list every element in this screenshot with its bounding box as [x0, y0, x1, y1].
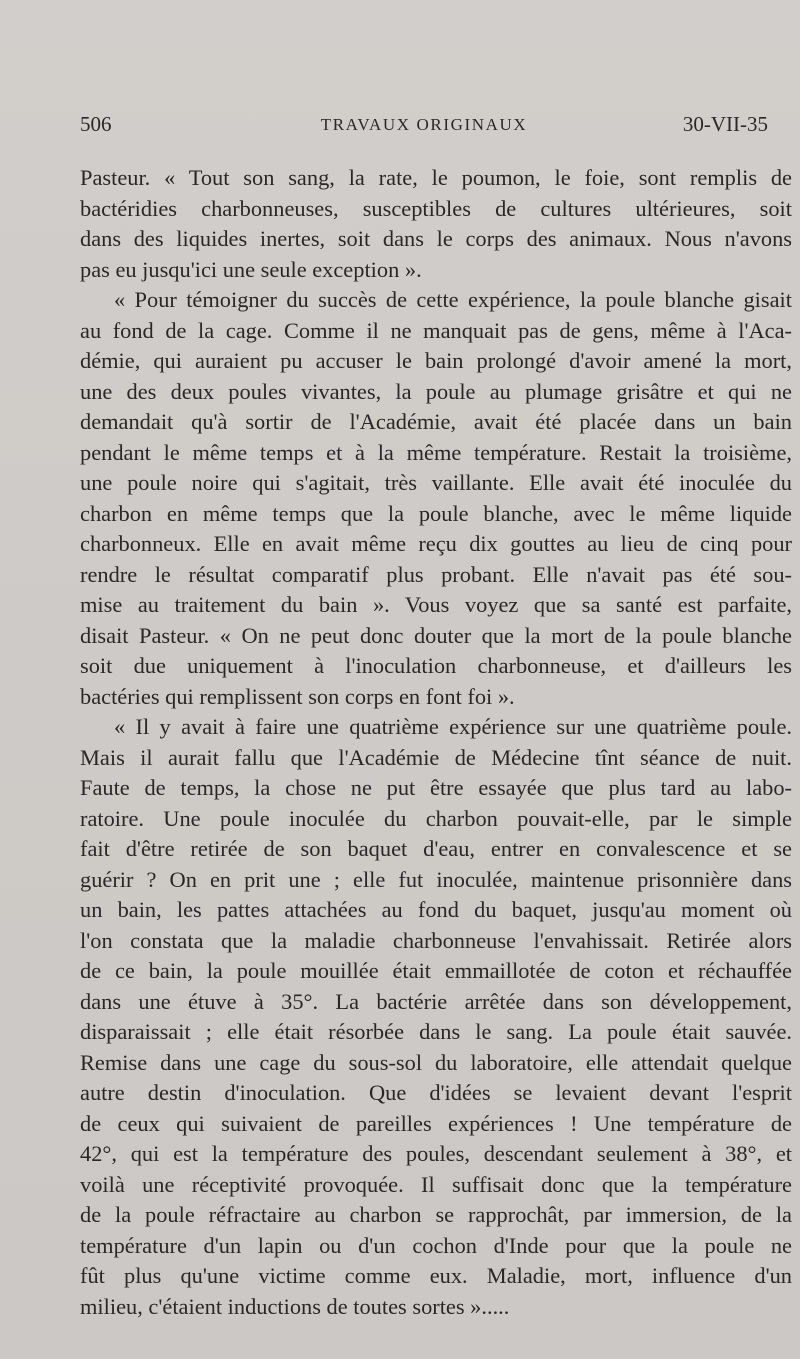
text-line: soit due uniquement à l'inoculation charbonneuse, et d'ailleurs les	[80, 653, 792, 678]
body-text	[80, 163, 792, 1322]
text-line: fait d'être retirée de son baquet d'eau, entrer en convalescence et se	[80, 836, 792, 861]
text-line: démie, qui auraient pu accuser le bain prolongé d'avoir amené la mort,	[80, 348, 792, 373]
text-line: disait Pasteur. « On ne peut donc douter que la mort de la poule blanche	[80, 622, 792, 648]
text-line: guérir ? On en prit une ; elle fut inoculée, maintenue prisonnière dans	[80, 866, 792, 892]
text-line: Faute de temps, la chose ne put être essayée que plus tard au labo-	[80, 775, 792, 800]
text-line: charbonneux. Elle en avait même reçu dix gouttes au lieu de cinq pour	[80, 531, 792, 556]
text-line: 42°, qui est la température des poules, descendant seulement à 38°, et	[80, 1141, 792, 1166]
text-line: autre destin d'inoculation. Que d'idées se levaient devant l'esprit	[80, 1080, 792, 1105]
text-line: un bain, les pattes attachées au fond du baquet, jusqu'au moment où	[80, 897, 792, 922]
text-line: température d'un lapin ou d'un cochon d'Inde pour que la poule ne	[80, 1232, 792, 1258]
text-line: une des deux poules vivantes, la poule au plumage grisâtre et qui ne	[80, 378, 792, 404]
text-line: « Il y avait à faire une quatrième expérience sur une quatrième poule.	[114, 714, 792, 739]
text-line: ratoire. Une poule inoculée du charbon pouvait-elle, par le simple	[80, 805, 792, 831]
running-title: TRAVAUX ORIGINAUX	[320, 115, 528, 134]
issue-date: 30-VII-35	[682, 112, 768, 136]
text-line: rendre le résultat comparatif plus probant. Elle n'avait pas été sou-	[80, 561, 792, 587]
text-line: bactéridies charbonneuses, susceptibles de cultures ultérieures, soit	[80, 195, 792, 221]
text-line: dans une étuve à 35°. La bactérie arrêtée dans son développement,	[80, 988, 792, 1014]
text-line: au fond de la cage. Comme il ne manquait pas de gens, même à l'Aca-	[80, 317, 792, 343]
text-line: voilà une réceptivité provoquée. Il suffisait donc que la température	[80, 1171, 792, 1197]
text-line: milieu, c'étaient inductions de toutes sortes ».....	[80, 1293, 510, 1319]
text-line: disparaissait ; elle était résorbée dans le sang. La poule était sauvée.	[80, 1019, 792, 1044]
text-line: demandait qu'à sortir de l'Académie, avait été placée dans un bain	[80, 409, 792, 434]
page-number: 506	[80, 112, 112, 136]
text-line: pendant le même temps et à la même température. Restait la troisième,	[80, 439, 792, 465]
text-line: Remise dans une cage du sous-sol du laboratoire, elle attendait quelque	[80, 1049, 792, 1075]
text-line: « Pour témoigner du succès de cette expérience, la poule blanche gisait	[114, 287, 792, 312]
text-line: Pasteur. « Tout son sang, la rate, le poumon, le foie, sont remplis de	[80, 165, 792, 190]
text-line: pas eu jusqu'ici une seule exception ».	[80, 256, 422, 282]
text-line: mise au traitement du bain ». Vous voyez que sa santé est parfaite,	[80, 592, 792, 617]
text-line: de ceux qui suivaient de pareilles expériences ! Une température de	[80, 1110, 792, 1136]
text-line: de la poule réfractaire au charbon se rapprochât, par immersion, de la	[80, 1202, 792, 1227]
page-header	[80, 112, 768, 142]
text-line: l'on constata que la maladie charbonneuse l'envahissait. Retirée alors	[80, 927, 792, 953]
text-line: dans des liquides inertes, soit dans le corps des animaux. Nous n'avons	[80, 226, 792, 251]
text-line: de ce bain, la poule mouillée était emmaillotée de coton et réchauffée	[80, 958, 792, 983]
text-line: une poule noire qui s'agitait, très vaillante. Elle avait été inoculée du	[80, 470, 792, 495]
text-line: bactéries qui remplissent son corps en font foi ».	[80, 683, 515, 709]
text-line: fût plus qu'une victime comme eux. Maladie, mort, influence d'un	[80, 1263, 792, 1288]
text-line: Mais il aurait fallu que l'Académie de Médecine tînt séance de nuit.	[80, 744, 792, 770]
text-line: charbon en même temps que la poule blanche, avec le même liquide	[80, 500, 792, 526]
